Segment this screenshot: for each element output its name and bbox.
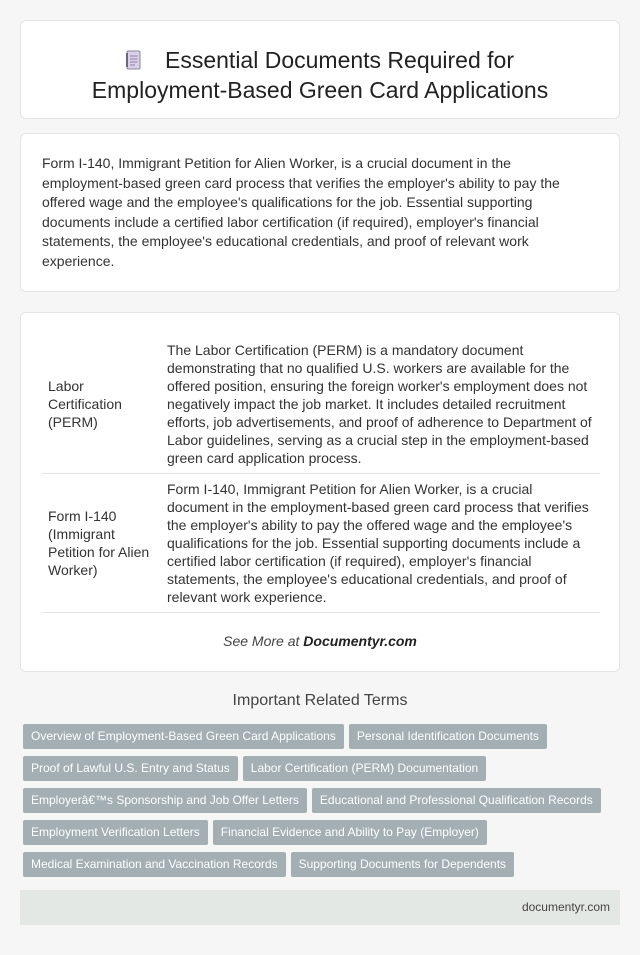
see-more-link[interactable]: Documentyr.com [303, 633, 417, 649]
table-description: The Labor Certification (PERM) is a mandatory document demonstrating that no qualified U.S. workers are available for the offered position, ensuring the foreign worker's employment does not negatively impact the job market. It includes detailed recruitment efforts, job advertisements, and proof of adherence to Department of Labor guidelines, serving as a crucial step in the employment-based green card application process. [157, 336, 600, 473]
page-title [21, 45, 619, 105]
related-terms-tags [23, 724, 613, 884]
related-term-tag[interactable]: Employment Verification Letters [23, 820, 208, 845]
tag-row [23, 756, 613, 788]
footer-site-link[interactable]: documentyr.com [521, 900, 610, 914]
related-term-tag[interactable]: Medical Examination and Vaccination Records [23, 852, 286, 877]
related-term-tag[interactable]: Labor Certification (PERM) Documentation [243, 756, 486, 781]
related-term-tag[interactable]: Financial Evidence and Ability to Pay (Employer) [213, 820, 487, 845]
documents-table-card [20, 312, 620, 672]
title-card [20, 20, 620, 119]
see-more-line [21, 633, 619, 649]
see-more-prefix: See More at [223, 633, 304, 649]
related-terms-title: Important Related Terms [232, 692, 408, 709]
intro-text: Form I-140, Immigrant Petition for Alien Worker, is a crucial document in the employment-based green card process that verifies the employer's ability to pay the offered wage and the employee's qualifications for the job. Essential supporting documents include a certified labor certification (if required), employer's financial statements, the employee's educational credentials, and proof of relevant work experience. [42, 155, 560, 269]
documents-table [42, 336, 600, 613]
tag-row [23, 820, 613, 852]
title-line-1: Essential Documents Required for [165, 47, 514, 73]
related-term-tag[interactable]: Personal Identification Documents [349, 724, 547, 749]
table-row [42, 473, 600, 612]
intro-card [20, 133, 620, 292]
table-row [42, 336, 600, 473]
tag-row [23, 724, 613, 756]
tag-row [23, 852, 613, 884]
related-term-tag[interactable]: Educational and Professional Qualification Records [312, 788, 601, 813]
related-term-tag[interactable]: Proof of Lawful U.S. Entry and Status [23, 756, 238, 781]
related-term-tag[interactable]: Supporting Documents for Dependents [291, 852, 514, 877]
table-term: Labor Certification (PERM) [42, 336, 157, 473]
tag-row [23, 788, 613, 820]
document-icon [126, 47, 141, 67]
title-line-2: Employment-Based Green Card Applications [91, 77, 549, 103]
table-term: Form I-140 (Immigrant Petition for Alien Worker) [42, 473, 157, 612]
footer [20, 890, 620, 925]
related-term-tag[interactable]: Overview of Employment-Based Green Card Applications [23, 724, 344, 749]
related-term-tag[interactable]: Employerâ€™s Sponsorship and Job Offer Letters [23, 788, 307, 813]
table-description: Form I-140, Immigrant Petition for Alien Worker, is a crucial document in the employment-based green card process that verifies the employer's ability to pay the offered wage and the employee's qualifications for the job. Essential supporting documents include a certified labor certification (if required), employer's financial statements, the employee's educational credentials, and proof of relevant work experience. [157, 473, 600, 612]
